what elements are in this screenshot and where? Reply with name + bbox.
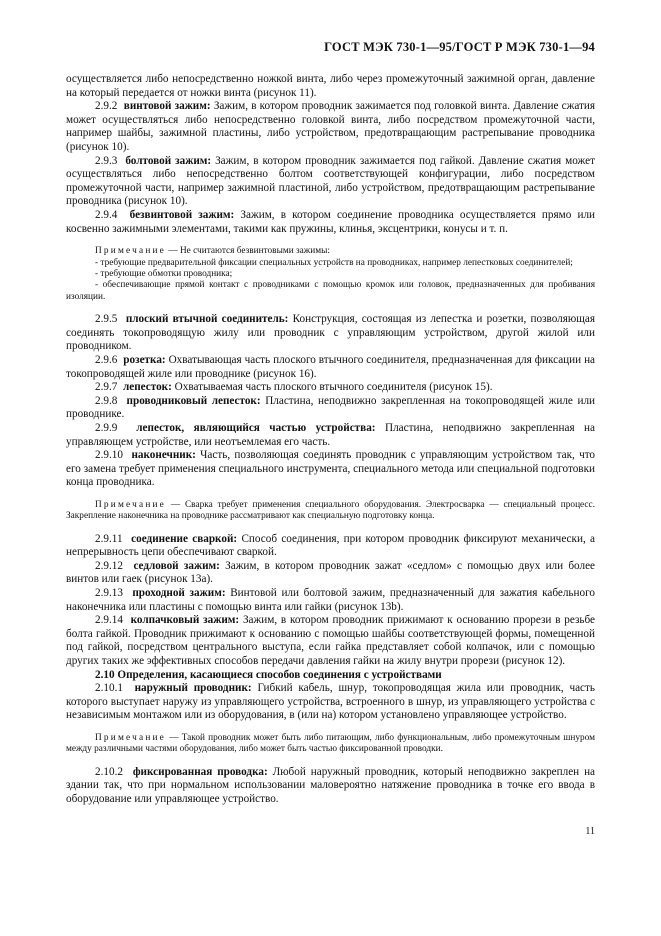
term: безвинтовой зажим: bbox=[129, 208, 235, 221]
term: проходной зажим: bbox=[132, 587, 226, 600]
term: наконечник: bbox=[131, 449, 196, 462]
term: проводниковый лепесток: bbox=[126, 394, 261, 407]
clause-number: 2.9.5 bbox=[95, 313, 118, 326]
term: лепесток: bbox=[122, 381, 172, 394]
term: болтовой зажим: bbox=[125, 154, 212, 167]
page-header: ГОСТ МЭК 730-1—95/ГОСТ Р МЭК 730-1—94 bbox=[324, 40, 595, 54]
paragraph-2-9-13 bbox=[66, 587, 595, 614]
note-item: - требующие обмотки проводника; bbox=[95, 268, 233, 279]
clause-number: 2.9.2 bbox=[95, 100, 118, 113]
clause-number: 2.9.14 bbox=[95, 614, 123, 627]
paragraph-2-9-11 bbox=[66, 533, 595, 560]
clause-number: 2.9.8 bbox=[95, 394, 118, 407]
paragraph-2-10-1 bbox=[66, 682, 595, 723]
clause-number: 2.9.12 bbox=[95, 559, 123, 572]
term: колпачковый зажим: bbox=[130, 614, 240, 627]
note-item: - обеспечивающие прямой контакт с проводниками с помощью кромок или головок, предназначенных для пробивания изоляции. bbox=[66, 280, 595, 302]
clause-number: 2.9.3 bbox=[95, 154, 118, 167]
paragraph-2-9-4 bbox=[66, 209, 595, 236]
page-number: 11 bbox=[585, 826, 595, 837]
clause-number: 2.9.10 bbox=[95, 449, 123, 462]
clause-number: 2.10.2 bbox=[95, 765, 123, 778]
definition: Пластина, неподвижно закрепленная на управляющем устройстве, или неотъемлемая его часть. bbox=[66, 421, 595, 448]
note-2 bbox=[66, 500, 595, 523]
definition: Пластина, неподвижно закрепленная на токопроводящей жиле или проводнике. bbox=[66, 394, 596, 421]
definition: Любой наружный проводник, который неподвижно закреплен на здании так, что при нормальном использовании маловероятно натяжение проводника в точке его ввода в оборудование или управляющее устройство. bbox=[66, 765, 596, 805]
paragraph-2-9-7 bbox=[66, 381, 595, 395]
definition: Зажим, в котором проводник зажимается под гайкой. Давление сжатия может осуществляться либо непосредственно болтом соответствующей конфигурации, либо посредством промежуточной части, например зажимной пластиной, либо устройством, предотвращающим растрепывание проводника (рисунок 10). bbox=[66, 154, 595, 208]
note-label: Примечание bbox=[95, 246, 166, 257]
definition: Зажим, в котором проводник зажимается под головкой винта. Давление сжатия может осуществляться либо непосредственно головкой винта, либо посредством промежуточной части, например шайбы, зажимной пластины, либо устройством, предотвращающим растрепывание проводника (рисунок 10). bbox=[66, 100, 596, 153]
note-body bbox=[66, 500, 595, 523]
note-intro bbox=[66, 246, 595, 257]
clause-number: 2.9.13 bbox=[95, 587, 123, 600]
paragraph-2-9-3 bbox=[66, 155, 595, 209]
paragraph-2-9-12 bbox=[66, 560, 595, 587]
term: винтовой зажим: bbox=[123, 100, 211, 113]
definition: Часть, позволяющая соединять проводник с управляющим устройством так, что его замена требует применения специального инструмента, специального метода или специальной подготовки конца проводника. bbox=[66, 449, 596, 489]
clause-number: 2.9.11 bbox=[95, 532, 123, 545]
note-item: - требующие предварительной фиксации специальных устройств на проводниках, например лепестковых соединителей; bbox=[95, 257, 573, 268]
term: лепесток, являющийся частью устройства: bbox=[136, 421, 376, 434]
paragraph-2-9-6 bbox=[66, 354, 595, 381]
term: седловой зажим: bbox=[133, 559, 220, 572]
note-label: Примечание bbox=[95, 499, 166, 510]
section-heading: 2.10 Определения, касающиеся способов соединения с устройствами bbox=[95, 668, 442, 681]
definition: Охватывающая часть плоского втычного соединителя, предназначенная для фиксации на токопроводящей жиле или проводнике (рисунок 16). bbox=[66, 353, 596, 380]
definition: Винтовой или болтовой зажим, предназначенный для зажатия кабельного наконечника или пластины с помощью винта или гайки (рисунок 13b). bbox=[66, 587, 596, 613]
paragraph: осуществляется либо непосредственно ножкой винта, либо через промежуточный зажимной орган, давление на который передается от ножки винта (рисунок 11). bbox=[66, 73, 595, 99]
term: наружный проводник: bbox=[134, 682, 252, 695]
definition: Конструкция, состоящая из лепестка и розетки, позволяющая соединять токопроводящую жилу или проводник с управляющим устройством, другой жилой или проводником. bbox=[66, 313, 595, 353]
clause-number: 2.9.4 bbox=[95, 208, 118, 221]
term: соединение сваркой: bbox=[131, 532, 238, 545]
note-3 bbox=[66, 733, 595, 756]
definition: Зажим, в котором соединение проводника осуществляется прямо или косвенно зажимными элементами, такими как пружины, клинья, эксцентрики, конусы и т. п. bbox=[66, 208, 596, 235]
definition: Охватываемая часть плоского втычного соединителя (рисунок 15). bbox=[174, 381, 493, 394]
note-text: — Такой проводник может быть либо питающим, либо функциональным, либо промежуточным шнуром между различными частями оборудования, либо может быть частью фиксированной проводки. bbox=[66, 733, 595, 755]
clause-number: 2.9.7 bbox=[95, 381, 118, 394]
term: плоский втычной соединитель: bbox=[125, 313, 289, 326]
note-label: Примечание bbox=[95, 733, 166, 743]
note-body bbox=[66, 733, 595, 756]
clause-number: 2.9.6 bbox=[95, 353, 118, 366]
clause-number: 2.10.1 bbox=[95, 682, 123, 695]
term: розетка: bbox=[123, 353, 166, 366]
paragraph-2-9-9 bbox=[66, 422, 595, 449]
paragraph-2-9-8 bbox=[66, 395, 595, 422]
note-text: — Сварка требует применения специального оборудования. Электросварка — специальный процесс. Закрепление наконечника на проводнике рассматривают как специальную подготовку конца. bbox=[66, 499, 595, 522]
note-1 bbox=[66, 246, 595, 303]
definition: Зажим, в котором проводник зажат «седлом» с помощью двух или более винтов или гаек (рисунок 13а). bbox=[66, 559, 596, 586]
term: фиксированная проводка: bbox=[132, 765, 268, 778]
note-text: — Не считаются безвинтовыми зажимы: bbox=[168, 246, 330, 257]
paragraph-2-9-5 bbox=[66, 313, 595, 354]
definition: Гибкий кабель, шнур, токопроводящая жила или проводник, часть которого выступает наружу из управляющего устройства, встроенного в шнур, из управляющего устройства с независимым монтажом или из оборудования, в (или на) котором установлено управляющее устройство. bbox=[66, 682, 596, 722]
paragraph-2-9-14 bbox=[66, 614, 595, 668]
definition: Способ соединения, при котором проводник фиксируют механически, а непрерывность цепи обеспечивают сваркой. bbox=[66, 532, 596, 559]
definition: Зажим, в котором проводник прижимают к основанию прорези в резьбе болта гайкой. Проводник прижимают к основанию с помощью шайбы соответствующей формы, помещенной под гайкой, посредством центрального выступа, если гайка представляет собой колпачок, или с помощью других таких же эффективных способов передачи давления гайки на жилу внутри прорези (рисунок 12). bbox=[66, 614, 596, 668]
clause-number: 2.9.9 bbox=[95, 421, 118, 434]
paragraph-2-9-10 bbox=[66, 449, 595, 490]
paragraph-2-9-2 bbox=[66, 100, 595, 154]
paragraph-2-10-2 bbox=[66, 766, 595, 807]
page-body bbox=[66, 73, 595, 807]
